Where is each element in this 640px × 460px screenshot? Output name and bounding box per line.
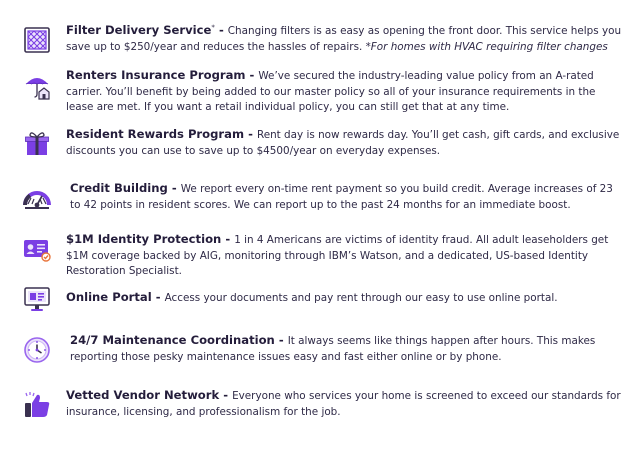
clock-icon — [22, 335, 52, 365]
benefit-description: Everyone who services your home is screened to exceed our standards for insurance, licensing, and professionalism for the job. — [66, 390, 621, 418]
benefit-description: Rent day is now rewards day. You’ll get cash, gift cards, and exclusive discounts you can use to save up to $4500/year on everyday expenses. — [66, 129, 620, 157]
benefit-title-asterisk: * — [211, 23, 215, 32]
gift-icon — [22, 128, 52, 158]
benefit-separator: - — [151, 290, 165, 304]
benefit-separator: - — [214, 23, 228, 37]
benefit-title: Vetted Vendor Network — [66, 388, 220, 402]
umbrella-house-icon — [22, 72, 52, 102]
benefit-description: It always seems like things happen after hours. This makes reporting those pesky maintenance issues easy and fast either online or by phone. — [70, 335, 596, 363]
benefit-separator: - — [167, 181, 181, 195]
thumbs-up-icon — [22, 390, 52, 420]
benefit-title: Resident Rewards Program — [66, 127, 245, 141]
id-card-icon — [22, 234, 52, 264]
benefit-title: Filter Delivery Service — [66, 23, 212, 37]
benefit-title: Credit Building — [70, 181, 168, 195]
benefit-separator: - — [245, 68, 259, 82]
benefit-title: Renters Insurance Program — [66, 68, 246, 82]
benefit-title: $1M Identity Protection — [66, 232, 222, 246]
benefit-description: We’ve secured the industry-leading value policy from an A-rated carrier. You’ll benefit by being added to our master policy so all of your insurance requirements in the lease are met. If you want a retail individual policy, you can still get that at any time. — [66, 70, 596, 113]
benefit-description: We report every on-time rent payment so you build credit. Average increases of 23 to 42 points in resident scores. We can report up to the past 24 months for an immediate boost. — [70, 183, 613, 211]
credit-gauge-icon — [22, 183, 52, 213]
benefit-description: Access your documents and pay rent through our easy to use online portal. — [164, 292, 558, 304]
filter-icon — [22, 25, 52, 55]
benefit-separator: - — [219, 388, 233, 402]
benefit-footnote: *For homes with HVAC requiring filter changes — [365, 40, 608, 53]
benefit-separator: - — [221, 232, 235, 246]
benefit-separator: - — [274, 333, 288, 347]
benefit-title: 24/7 Maintenance Coordination — [70, 333, 275, 347]
benefit-separator: - — [244, 127, 257, 141]
benefit-description: Changing filters is as easy as opening the front door. This service helps you save up to $250/year and reduces the hassles of repairs. — [66, 25, 622, 53]
benefit-description: 1 in 4 Americans are victims of identity fraud. All adult leaseholders get $1M coverage backed by AIG, monitoring through IBM’s Watson, and a dedicated, US-based Identity Restoration Specialist. — [66, 234, 609, 277]
monitor-icon — [22, 284, 52, 314]
benefit-title: Online Portal — [66, 290, 152, 304]
clipped-heading-fragment — [0, 0, 640, 4]
